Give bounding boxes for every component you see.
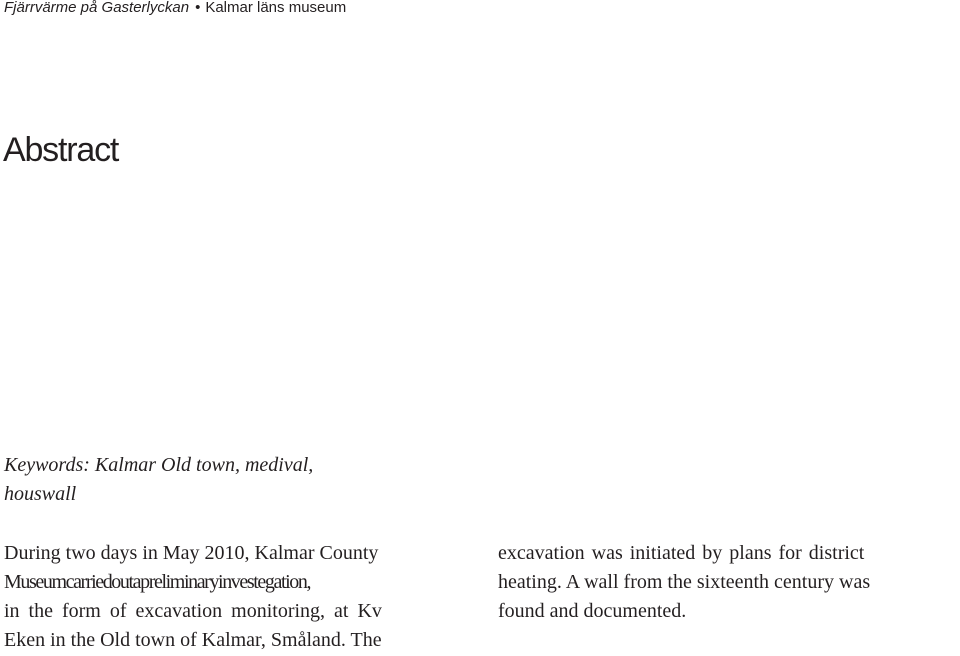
text-line: found and documented. (498, 600, 687, 622)
keywords-line: houswall (4, 483, 77, 505)
text-line: heating. A wall from the sixteenth century was (498, 571, 871, 593)
text-line: in the form of excavation monitoring, at Kv (4, 600, 382, 622)
publisher-name: Kalmar läns museum (205, 0, 347, 16)
running-header (4, 0, 346, 17)
keywords (4, 451, 424, 509)
series-title: Fjärrvärme på Gasterlyckan (4, 0, 190, 16)
abstract-heading: Abstract (3, 131, 119, 169)
text-line: Museumcarriedoutapreliminaryinvestegation, (4, 571, 311, 593)
keywords-line: Keywords: Kalmar Old town, medival, (4, 454, 314, 476)
text-line: Eken in the Old town of Kalmar, Småland. The (4, 629, 382, 651)
text-line: excavation was initiated by plans for district (498, 542, 865, 564)
text-line: During two days in May 2010, Kalmar County (4, 542, 379, 564)
abstract-text-left-column (4, 539, 466, 655)
bullet-separator: • (195, 0, 201, 16)
abstract-text-right-column (498, 539, 960, 626)
